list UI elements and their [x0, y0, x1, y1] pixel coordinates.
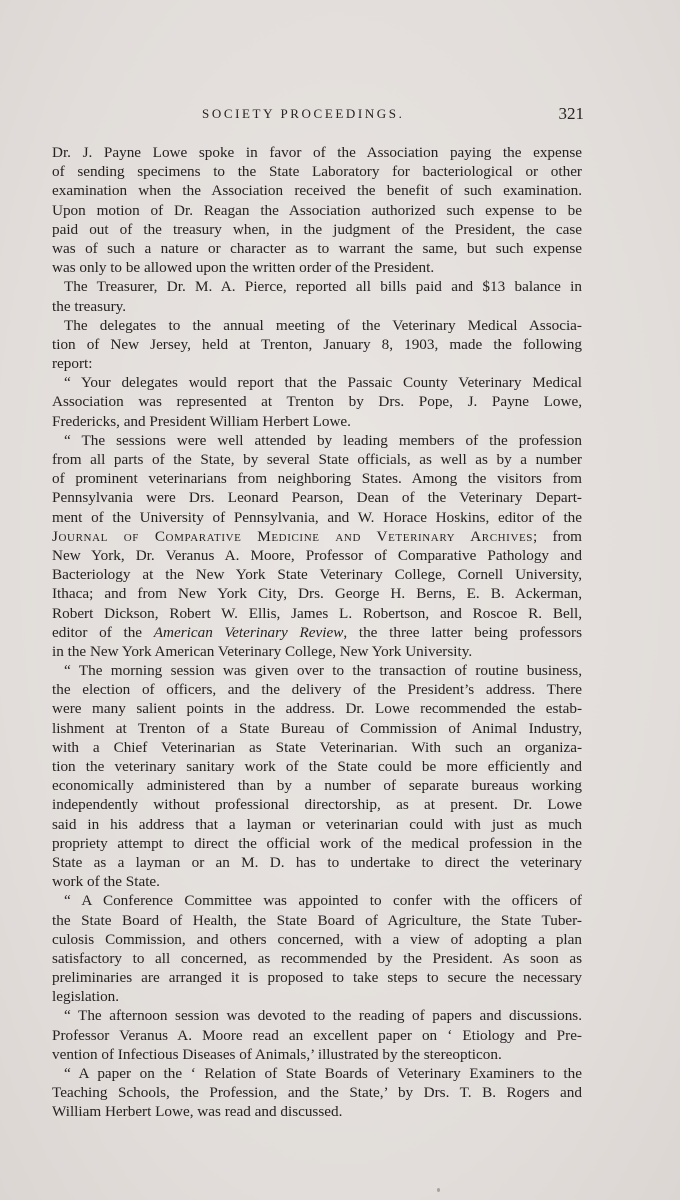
- text-line: the State Board of Health, the State Board of Agriculture, the State Tuber-: [52, 911, 582, 929]
- text-line: paid out of the treasury when, in the judgment of the President, the case: [52, 220, 582, 238]
- text-line: of sending specimens to the State Laboratory for bacteriological or other: [52, 163, 582, 181]
- text-line: Upon motion of Dr. Reagan the Association authorized such expense to be: [52, 201, 582, 219]
- text-line: “ The sessions were well attended by leading members of the profession: [64, 431, 582, 449]
- text-line: State as a layman or an M. D. has to undertake to direct the veterinary: [52, 853, 582, 871]
- text-segment: editor of the: [52, 623, 154, 641]
- text-line: legislation.: [52, 988, 120, 1006]
- text-line: Pennsylvania were Drs. Leonard Pearson, Dean of the Veterinary Depart-: [52, 489, 582, 507]
- text-line: preliminaries are arranged it is proposed to take steps to secure the necessary: [52, 969, 582, 987]
- text-line: Ithaca; and from New York City, Drs. George H. Berns, E. B. Ackerman,: [52, 585, 582, 603]
- text-line: Dr. J. Payne Lowe spoke in favor of the Association paying the expense: [52, 144, 582, 161]
- text-line: “ The morning session was given over to the transaction of routine business,: [64, 662, 582, 680]
- text-line: [52, 623, 582, 642]
- text-line: was of such a nature or character as to warrant the same, but such expense: [52, 239, 582, 257]
- text-line: the treasury.: [52, 297, 127, 315]
- text-line: economically administered than by a number of separate bureaus working: [52, 777, 582, 795]
- text-line: independently without professional directorship, as at present. Dr. Lowe: [52, 796, 582, 814]
- text-line: Robert Dickson, Robert W. Ellis, James L. Robertson, and Roscoe R. Bell,: [52, 604, 582, 622]
- text-line: tion of New Jersey, held at Trenton, January 8, 1903, made the following: [52, 335, 582, 353]
- text-line: said in his address that a layman or veterinarian could with just as much: [52, 815, 582, 833]
- text-line: Bacteriology at the New York State Veterinary College, Cornell University,: [52, 566, 582, 584]
- text-line: the election of officers, and the delivery of the President’s address. There: [52, 681, 582, 699]
- text-line: vention of Infectious Diseases of Animals,’ illustrated by the stereopticon.: [52, 1045, 502, 1063]
- text-line: propriety attempt to direct the official work of the medical profession in the: [52, 834, 582, 852]
- text-segment: , the three latter being professors: [343, 623, 582, 641]
- text-line: Association was represented at Trenton by Drs. Pope, J. Payne Lowe,: [52, 393, 582, 411]
- text-line: tion the veterinary sanitary work of the State could be more efficiently and: [52, 758, 582, 775]
- text-line: New York, Dr. Veranus A. Moore, Professor of Comparative Pathology and: [52, 546, 582, 564]
- italic-title: American Veterinary Review: [153, 623, 344, 641]
- text-line: satisfactory to all concerned, as recommended by the President. As soon as: [52, 949, 582, 967]
- text-line: [52, 527, 582, 546]
- text-line: lishment at Trenton of a State Bureau of Commission of Animal Industry,: [52, 719, 582, 737]
- text-line: “ The afternoon session was devoted to the reading of papers and discussions.: [64, 1007, 582, 1025]
- text-line: of prominent veterinarians from neighboring States. Among the visitors from: [52, 470, 582, 488]
- text-line: Fredericks, and President William Herbert Lowe.: [52, 412, 351, 430]
- page-header: [52, 104, 584, 126]
- text-line: The Treasurer, Dr. M. A. Pierce, reported all bills paid and $13 balance in: [64, 278, 582, 296]
- text-line: ment of the University of Pennsylvania, and W. Horace Hoskins, editor of the: [52, 508, 582, 526]
- text-segment: ; from: [533, 527, 582, 545]
- text-line: “ A paper on the ‘ Relation of State Boards of Veterinary Examiners to the: [64, 1065, 582, 1082]
- small-caps-title: Journal of Comparative Medicine and Veterinary Archives: [52, 527, 534, 545]
- text-line: with a Chief Veterinarian as State Veterinarian. With such an organiza-: [52, 738, 582, 756]
- text-line: William Herbert Lowe, was read and discussed.: [52, 1103, 343, 1121]
- text-line: from all parts of the State, by several State officials, as well as by a number: [52, 451, 582, 468]
- text-line: report:: [52, 355, 93, 373]
- text-line: Professor Veranus A. Moore read an excellent paper on ‘ Etiology and Pre-: [52, 1026, 582, 1044]
- body-text: [52, 143, 582, 1122]
- page-number: 321: [558, 104, 584, 123]
- paper-speck: [437, 1188, 440, 1192]
- text-line: work of the State.: [52, 873, 160, 891]
- text-line: “ Your delegates would report that the Passaic County Veterinary Medical: [64, 374, 582, 392]
- text-line: were many salient points in the address. Dr. Lowe recommended the estab-: [52, 700, 582, 718]
- text-line: “ A Conference Committee was appointed to confer with the officers of: [64, 892, 582, 910]
- running-head: SOCIETY PROCEEDINGS.: [202, 106, 405, 121]
- text-line: culosis Commission, and others concerned, with a view of adopting a plan: [52, 930, 582, 948]
- text-line: was only to be allowed upon the written order of the President.: [52, 259, 435, 277]
- text-line: The delegates to the annual meeting of the Veterinary Medical Associa-: [64, 316, 582, 334]
- text-line: Teaching Schools, the Profession, and the State,’ by Drs. T. B. Rogers and: [52, 1084, 582, 1102]
- text-line: examination when the Association received the benefit of such examination.: [52, 182, 582, 200]
- text-line: in the New York American Veterinary College, New York University.: [52, 642, 473, 660]
